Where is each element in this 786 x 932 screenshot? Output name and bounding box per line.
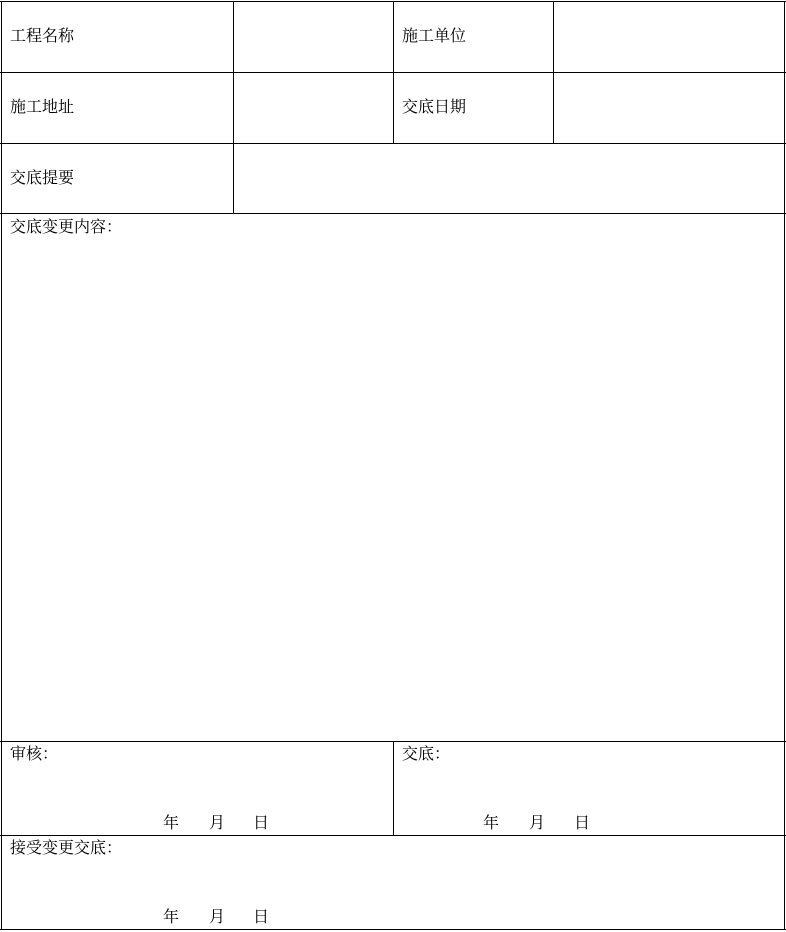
handover-date-label: 交底日期 [402, 97, 467, 116]
review-year: 年 [163, 813, 180, 832]
handover-date-value[interactable] [563, 97, 773, 117]
construction-unit-label: 施工单位 [402, 26, 467, 45]
handover-summary-value[interactable] [243, 168, 773, 188]
review-month: 月 [209, 813, 226, 832]
handover-label: 交底： [402, 744, 451, 763]
project-name-value[interactable] [243, 26, 383, 46]
acceptance-month: 月 [209, 907, 226, 926]
rule-row3-bottom [0, 213, 786, 214]
project-name-label: 工程名称 [10, 26, 75, 45]
acceptance-day: 日 [253, 907, 270, 926]
handover-year: 年 [483, 813, 500, 832]
rule-col3 [553, 1, 554, 144]
construction-address-value[interactable] [243, 97, 383, 117]
rule-sign-divider [393, 741, 394, 836]
review-day: 日 [253, 813, 270, 832]
rule-bottom [0, 929, 786, 930]
rule-right [784, 1, 785, 930]
review-label: 审核： [10, 744, 59, 763]
handover-day: 日 [574, 813, 591, 832]
construction-address-label: 施工地址 [10, 97, 75, 116]
construction-unit-value[interactable] [563, 26, 773, 46]
handover-month: 月 [529, 813, 546, 832]
rule-col1 [233, 1, 234, 214]
handover-summary-label: 交底提要 [10, 168, 75, 187]
rule-col2 [393, 1, 394, 144]
change-content-label: 交底变更内容： [10, 217, 123, 236]
acceptance-label: 接受变更交底： [10, 838, 123, 857]
rule-left [1, 1, 2, 930]
acceptance-year: 年 [163, 907, 180, 926]
